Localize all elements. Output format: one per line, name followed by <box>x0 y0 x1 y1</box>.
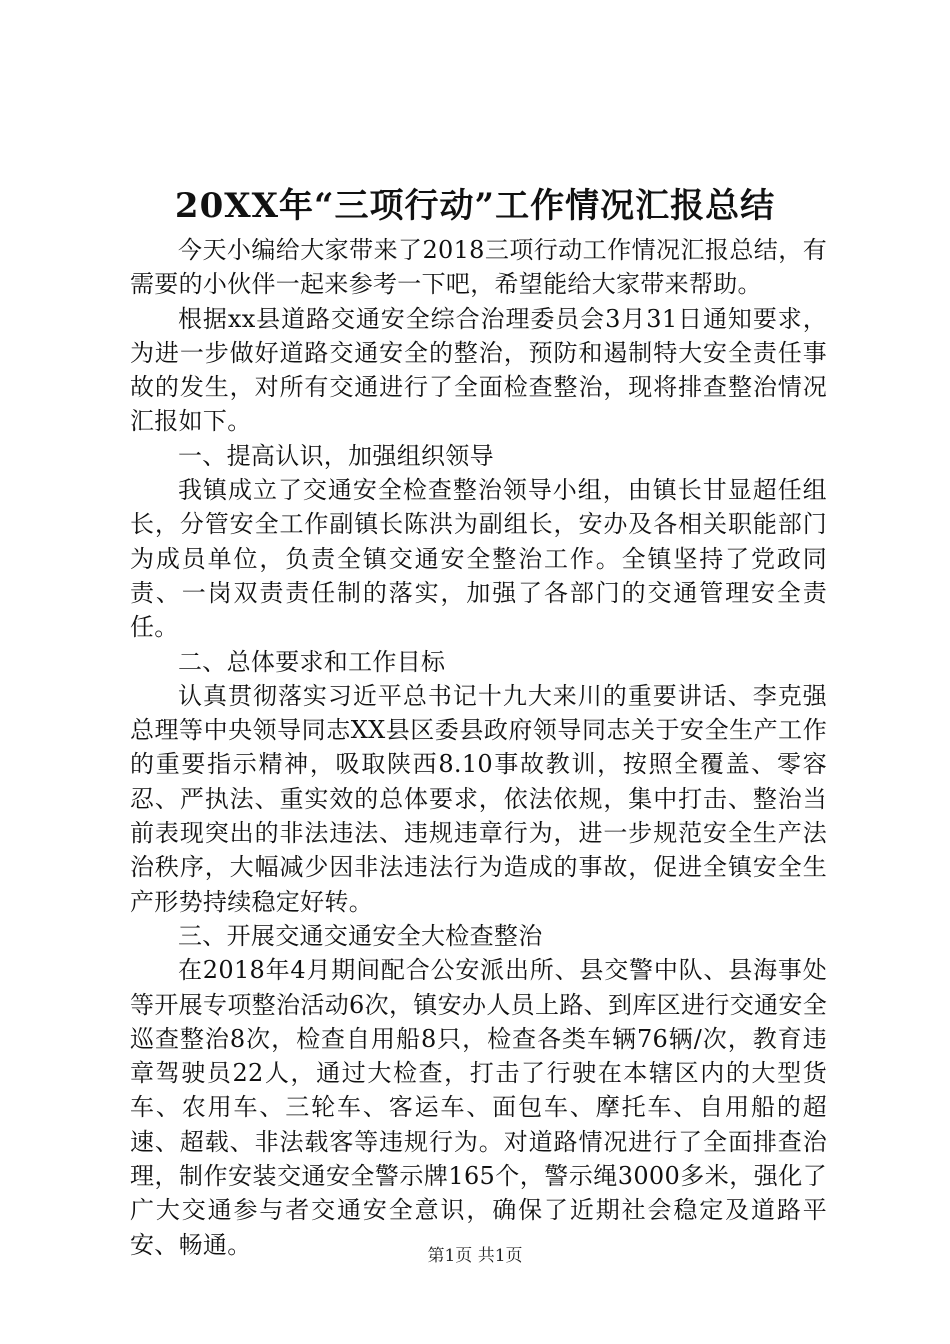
page-footer: 第1页 共1页 <box>427 1246 523 1266</box>
section-heading-1: 一、提高认识，加强组织领导 <box>178 441 494 470</box>
document-body <box>130 233 827 1262</box>
intro-paragraph: 今天小编给大家带来了2018三项行动工作情况汇报总结，有需要的小伙伴一起来参考一下吧，希望能给大家带来帮助。 <box>130 236 827 299</box>
section-heading-2: 二、总体要求和工作目标 <box>178 647 446 676</box>
section-1-paragraph: 我镇成立了交通安全检查整治领导小组，由镇长甘显超任组长，分管安全工作副镇长陈洪为副组长，安办及各相关职能部门为成员单位，负责全镇交通安全整治工作。全镇坚持了党政同责、一岗双责责任制的落实，加强了各部门的交通管理安全责任。 <box>130 476 827 642</box>
section-heading-3: 三、开展交通交通安全大检查整治 <box>178 921 543 950</box>
document-title: 20XX年“三项行动”工作情况汇报总结 <box>174 186 776 226</box>
section-3-paragraph: 在2018年4月期间配合公安派出所、县交警中队、县海事处等开展专项整治活动6次，镇安办人员上路、到库区进行交通安全巡查整治8次，检查自用船8只，检查各类车辆76辆/次，教育违章驾驶员22人，通过大检查，打击了行驶在本辖区内的大型货车、农用车、三轮车、客运车、面包车、摩托车、自用船的超速、超载、非法载客等违规行为。对道路情况进行了全面排查治理，制作安装交通安全警示牌165个，警示绳3000多米，强化了广大交通参与者交通安全意识，确保了近期社会稳定及道路平安、畅通。 <box>130 956 827 1259</box>
section-2-paragraph: 认真贯彻落实习近平总书记十九大来川的重要讲话、李克强总理等中央领导同志XX县区委县政府领导同志关于安全生产工作的重要指示精神，吸取陕西8.10事故教训，按照全覆盖、零容忍、严执法、重实效的总体要求，依法依规，集中打击、整治当前表现突出的非法违法、违规违章行为，进一步规范安全生产法治秩序，大幅减少因非法违法行为造成的事故，促进全镇安全生产形势持续稳定好转。 <box>130 681 827 916</box>
background-paragraph: 根据xx县道路交通安全综合治理委员会3月31日通知要求，为进一步做好道路交通安全的整治，预防和遏制特大安全责任事故的发生，对所有交通进行了全面检查整治，现将排查整治情况汇报如下。 <box>130 304 827 436</box>
